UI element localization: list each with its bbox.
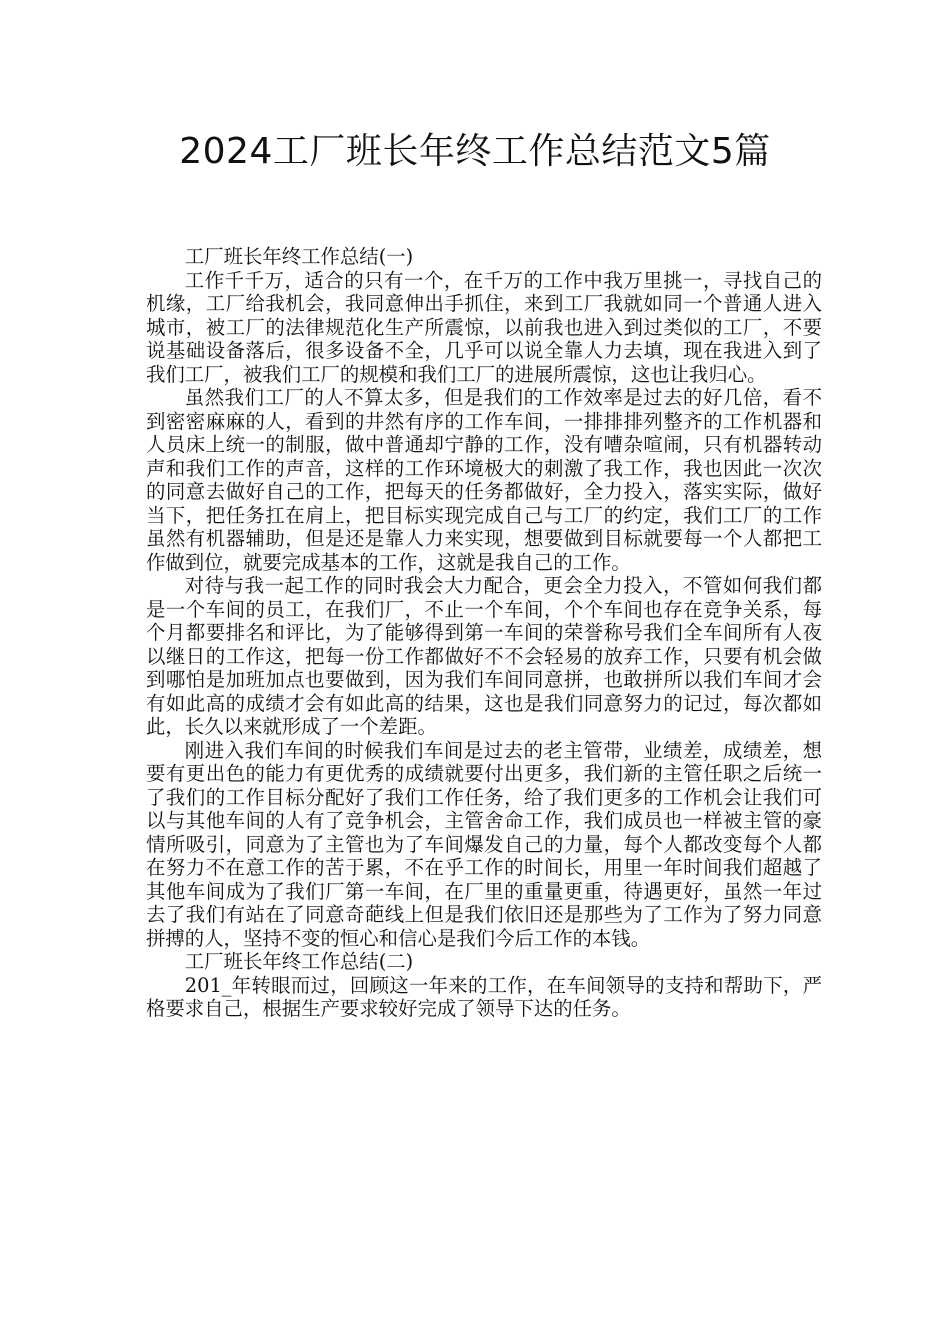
body-paragraph: 刚进入我们车间的时候我们车间是过去的老主管带，业绩差，成绩差，想要有更出色的能力有更优秀的成绩就要付出更多，我们新的主管任职之后统一了我们的工作目标分配好了我们工作任务，给了我们更多的工作机会让我们可以与其他车间的人有了竞争机会，主管舍命工作，我们成员也一样被主管的豪情所吸引，同意为了主管也为了车间爆发自己的力量，每个人都改变每个人都在努力不在意工作的苦于累，不在乎工作的时间长，用里一年时间我们超越了其他车间成为了我们厂第一车间，在厂里的重量更重，待遇更好，虽然一年过去了我们有站在了同意奇葩线上但是我们依旧还是那些为了工作为了努力同意拼搏的人，坚持不变的恒心和信心是我们今后工作的本钱。 <box>146 738 822 950</box>
body-paragraph: 虽然我们工厂的人不算太多，但是我们的工作效率是过去的好几倍，看不到密密麻麻的人，看到的井然有序的工作车间，一排排排列整齐的工作机器和人员床上统一的制服，做中普通却宁静的工作，没有嘈杂喧闹，只有机器转动声和我们工作的声音，这样的工作环境极大的刺激了我工作，我也因此一次次的同意去做好自己的工作，把每天的任务都做好，全力投入，落实实际，做好当下，把任务扛在肩上，把目标实现完成自己与工厂的约定，我们工厂的工作虽然有机器辅助，但是还是靠人力来实现，想要做到目标就要每一个人都把工作做到位，就要完成基本的工作，这就是我自己的工作。 <box>146 386 822 574</box>
document-title: 2024工厂班长年终工作总结范文5篇 <box>179 131 771 172</box>
section-heading: 工厂班长年终工作总结(二) <box>184 950 414 973</box>
body-paragraph: 对待与我一起工作的同时我会大力配合，更会全力投入，不管如何我们都是一个车间的员工，在我们厂，不止一个车间，个个车间也存在竞争关系，每个月都要排名和评比，为了能够得到第一车间的荣誉称号我们全车间所有人夜以继日的工作这，把每一份工作都做好不不会轻易的放弃工作，只要有机会做到哪怕是加班加点也要做到，因为我们车间同意拼，也敢拼所以我们车间才会有如此高的成绩才会有如此高的结果，这也是我们同意努力的记过，每次都如此，长久以来就形成了一个差距。 <box>146 574 822 738</box>
section-heading: 工厂班长年终工作总结(一) <box>184 245 414 268</box>
document-body <box>146 245 822 1021</box>
body-paragraph: 201_年转眼而过，回顾这一年来的工作，在车间领导的支持和帮助下，严格要求自己，根据生产要求较好完成了领导下达的任务。 <box>146 973 822 1020</box>
body-paragraph: 工作千千万，适合的只有一个，在千万的工作中我万里挑一，寻找自己的机缘，工厂给我机会，我同意伸出手抓住，来到工厂我就如同一个普通人进入城市，被工厂的法律规范化生产所震惊，以前我也进入到过类似的工厂，不要说基础设备落后，很多设备不全，几乎可以说全靠人力去填，现在我进入到了我们工厂，被我们工厂的规模和我们工厂的进展所震惊，这也让我归心。 <box>146 268 822 386</box>
